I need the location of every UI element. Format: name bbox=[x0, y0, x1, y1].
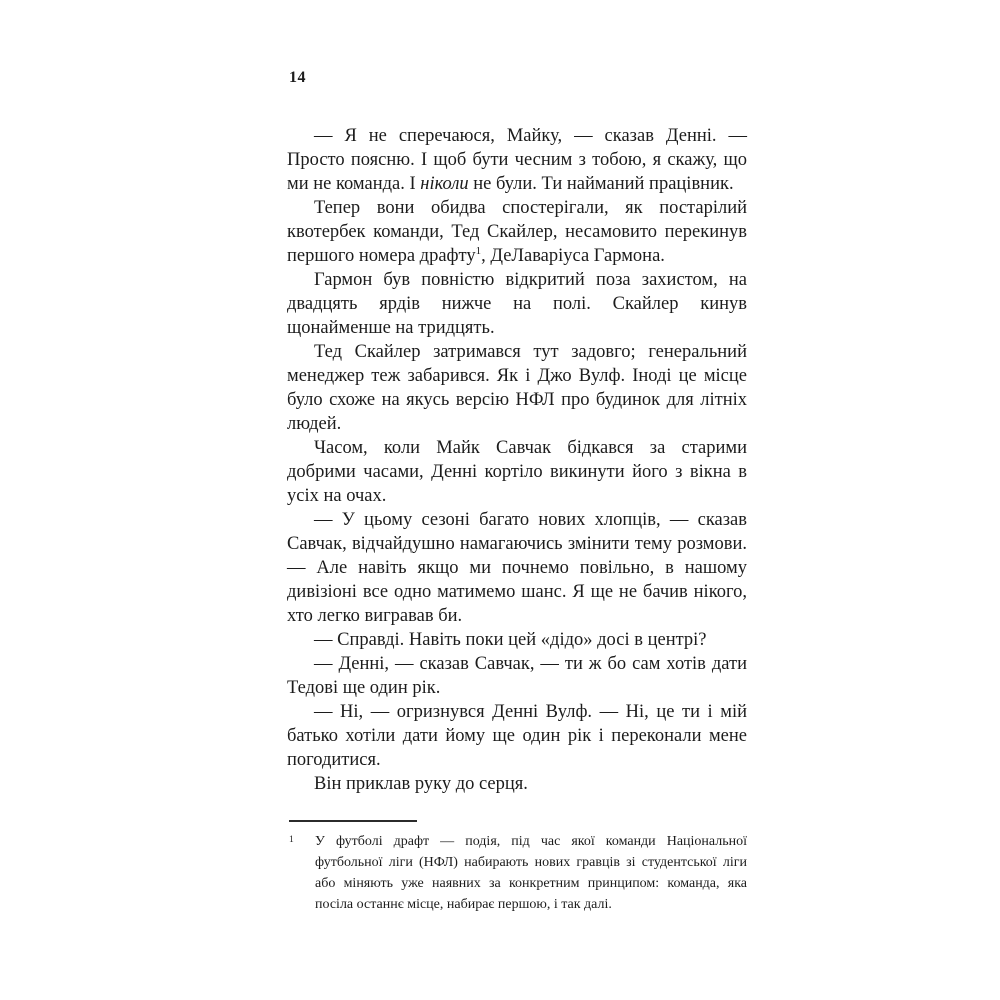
text-run: Гармон був повністю відкритий поза захистом, на двадцять ярдів нижче на полі. Скайлер кинув щонайменше на тридцять. bbox=[287, 270, 747, 338]
footnote-marker: 1 bbox=[289, 835, 294, 845]
paragraph bbox=[287, 508, 747, 628]
paragraph bbox=[287, 436, 747, 508]
italic-text-run: ніколи bbox=[420, 174, 469, 194]
text-run: Він приклав руку до серця. bbox=[314, 774, 528, 794]
paragraph bbox=[287, 124, 747, 196]
text-run: , ДеЛаваріуса Гармона. bbox=[481, 246, 665, 266]
body-text bbox=[287, 124, 747, 796]
footnote-divider bbox=[289, 820, 417, 822]
text-run: — Ні, — огризнувся Денні Вулф. — Ні, це ти і мій батько хотіли дати йому ще один рік і переконали мене погодитися. bbox=[287, 702, 747, 770]
text-run: — Денні, — сказав Савчак, — ти ж бо сам хотів дати Тедові ще один рік. bbox=[287, 654, 747, 698]
page-number: 14 bbox=[289, 69, 306, 86]
text-run: не були. Ти найманий працівник. bbox=[468, 174, 734, 194]
paragraph bbox=[287, 628, 747, 652]
text-run: Часом, коли Майк Савчак бідкався за старими добрими часами, Денні кортіло викинути його з вікна в усіх на очах. bbox=[287, 438, 747, 506]
text-run: — Справді. Навіть поки цей «дідо» досі в центрі? bbox=[314, 630, 707, 650]
text-run: — Я не сперечаюся, Майку, — сказав Денні. — Просто поясню. І щоб бути чесним з тобою, я скажу, що ми не команда. І bbox=[287, 126, 747, 194]
sup-text-run: 1 bbox=[475, 244, 482, 257]
text-run: Тед Скайлер затримався тут задовго; генеральний менеджер теж забарився. Як і Джо Вулф. Іноді це місце було схоже на якусь версію НФЛ про будинок для літніх людей. bbox=[287, 342, 747, 434]
paragraph bbox=[287, 268, 747, 340]
footnote bbox=[289, 831, 747, 915]
paragraph bbox=[287, 340, 747, 436]
text-run: Тепер вони обидва спостерігали, як постарілий квотербек команди, Тед Скайлер, несамовито перекинув першого номера драфту bbox=[287, 198, 747, 266]
paragraph bbox=[287, 196, 747, 268]
paragraph bbox=[287, 652, 747, 700]
paragraph bbox=[287, 700, 747, 772]
footnote-text: У футболі драфт — подія, під час якої команди Національної футбольної ліги (НФЛ) набирають нових гравців зі студентської ліги або міняють уже наявних за конкретним принципом: команда, яка посіла останнє місце, набирає першою, і так далі. bbox=[315, 834, 747, 912]
paragraph bbox=[287, 772, 747, 796]
text-run: — У цьому сезоні багато нових хлопців, — сказав Савчак, відчайдушно намагаючись змінити тему розмови. — Але навіть якщо ми почнемо повільно, в нашому дивізіоні все одно матимемо шанс. Я ще не бачив нікого, хто легко вигравав би. bbox=[287, 510, 747, 626]
